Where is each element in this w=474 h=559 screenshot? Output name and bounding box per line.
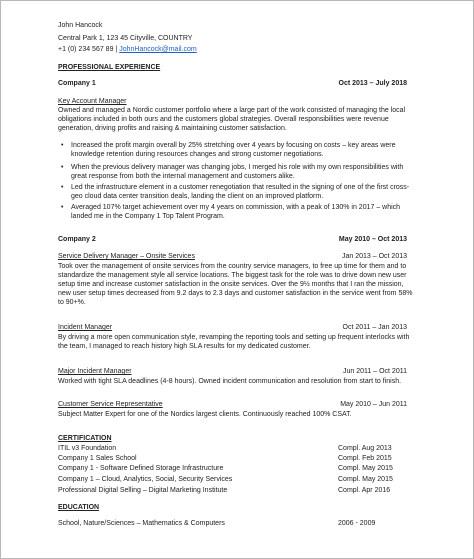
company2-dates: May 2010 – Oct 2013 — [338, 236, 407, 243]
bullet-text: When the previous delivery manager was changing jobs, I merged his role with my own responsibilities with great response from both the internal management and customers alike. — [71, 164, 404, 180]
company2-role-1-dates: Jan 2013 – Oct 2013 — [342, 253, 407, 260]
company2-role-2-title: Incident Manager — [58, 324, 113, 331]
education-heading: EDUCATION — [58, 504, 100, 511]
cert-name-5: Professional Digital Selling – Digital Marketing Institute — [58, 487, 228, 494]
cert-date-1: Compl. Aug 2013 — [338, 445, 392, 452]
company1-role: Key Account Manager — [58, 98, 127, 105]
cert-date-5: Compl. Apr 2016 — [338, 487, 391, 494]
company2-role-1-text: Took over the management of onsite services from the country service managers, to free up time for them and to standardize the management style all service locations. The biggest task for the role was to drive down new user setup time and increase customer satisfaction in the onsite services. Over the 9½ months that I ran the mission, new user setup times decreased from 9.2 days to 2.3 days and customer satisfaction in the service went from 58% to 90+%. — [58, 263, 413, 306]
education-years: 2006 - 2009 — [338, 520, 376, 527]
bullet-text: Averaged 107% target achievement over my 4 years on commission, with a peak of 130% in 2017 – which landed me in the Company 1 Top Talent Program. — [71, 204, 401, 220]
bullet-text: Increased the profit margin overall by 25% stretching over 4 years by focusing on costs – key areas were knowledge retention during resources changes and strong customer negotiations. — [71, 142, 396, 158]
company1-bullet-4 — [61, 203, 416, 221]
company2-role-1-title: Service Delivery Manager – Onsite Services — [58, 253, 195, 260]
cert-date-3: Compl. May 2015 — [338, 465, 393, 472]
contact-name: John Hancock — [58, 22, 103, 29]
contact-address: Central Park 1, 123 45 Cityville, COUNTRY — [58, 35, 193, 42]
certification-heading: CERTIFICATION — [58, 435, 112, 442]
cert-name-2: Company 1 Sales School — [58, 455, 137, 462]
company1-bullet-2 — [61, 163, 416, 181]
company2-role-4-dates: May 2010 – Jun 2011 — [340, 401, 407, 408]
bullet-dot: • — [61, 184, 64, 191]
company2-role-4-text: Subject Matter Expert for one of the Nordics largest clients. Continuously reached 100% CSAT. — [58, 411, 352, 418]
cert-date-4: Compl. May 2015 — [338, 476, 393, 483]
company1-dates: Oct 2013 – July 2018 — [338, 80, 407, 87]
company1-summary: Owned and managed a Nordic customer portfolio where a large part of the work consisted of managing the local obligations included in both ours and the customers global strategies. Overall responsibilities were revenue generation, driving profits and raising & maintaining customer satisfaction. — [58, 107, 406, 132]
cert-date-2: Compl. Feb 2015 — [338, 455, 392, 462]
company2-role-3-dates: Jun 2011 – Oct 2011 — [343, 368, 407, 375]
cert-name-3: Company 1 - Software Defined Storage Infrastructure — [58, 465, 224, 472]
company2-role-3-title: Major Incident Manager — [58, 368, 132, 375]
company2-role-2-text: By driving a more open communication style, revamping the reporting tools and setting up frequent interlocks with the team, I managed to reach history high SLA results for my dedicated customer. — [58, 334, 410, 350]
bullet-text: Led the infrastructure element in a customer renegotiation that resulted in the signing of one of the first cross-geo cloud data center transition deals, landing the client on an improved platform. — [71, 184, 410, 200]
company2-role-2-dates: Oct 2011 – Jan 2013 — [342, 324, 407, 331]
company1-name: Company 1 — [58, 80, 96, 87]
company2-role-4-title: Customer Service Representative — [58, 401, 163, 408]
company2-role-3-text: Worked with tight SLA deadlines (4-8 hours). Owned incident communication and resolution from start to finish. — [58, 378, 402, 385]
company1-bullet-3 — [61, 183, 416, 201]
experience-heading: PROFESSIONAL EXPERIENCE — [58, 64, 161, 71]
cert-name-4: Company 1 – Cloud, Analytics, Social, Security Services — [58, 476, 233, 483]
education-school: School, Nature/Sciences – Mathematics & Computers — [58, 520, 225, 527]
company2-name: Company 2 — [58, 236, 96, 243]
contact-line — [58, 45, 197, 54]
bullet-dot: • — [61, 164, 64, 171]
bullet-dot: • — [61, 142, 64, 149]
bullet-dot: • — [61, 204, 64, 211]
company1-bullet-1 — [61, 141, 416, 159]
contact-separator: | — [115, 46, 118, 53]
cert-name-1: ITIL v3 Foundation — [58, 445, 117, 452]
contact-phone: +1 (0) 234 567 89 — [58, 46, 114, 53]
contact-email-link[interactable]: JohnHancock@mail.com — [119, 46, 197, 53]
